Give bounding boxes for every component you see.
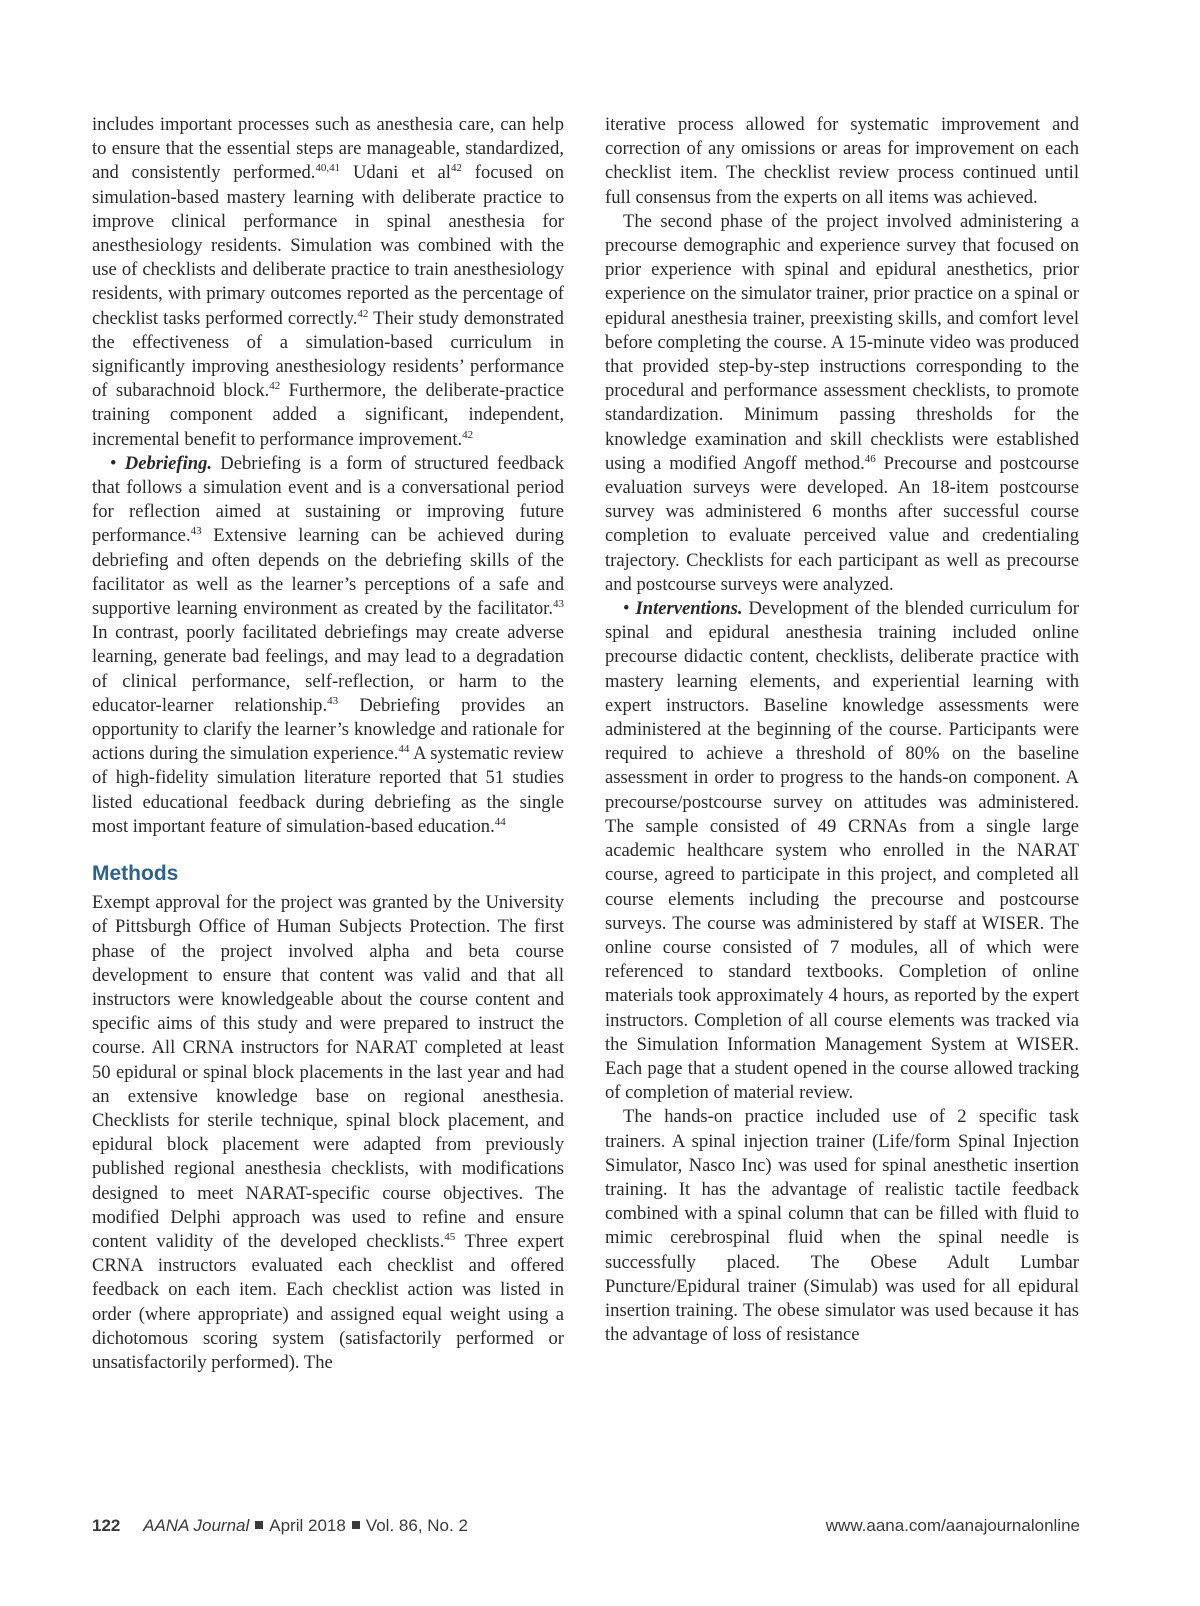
paragraph-interventions: • Interventions. Development of the blended curriculum for spinal and epidural anesthesia training included online precourse didactic content, checklists, deliberate practice with mastery learning elements, and experiential learning with expert instructors. Baseline knowledge assessments were administered at the beginning of the course. Participants were required to achieve a threshold of 80% on the baseline assessment in order to progress to the hands-on component. A precourse/postcourse survey on attitudes was administered. The sample consisted of 49 CRNAs from a single large academic healthcare system who enrolled in the NARAT course, agreed to participate in this project, and completed all course elements including the precourse and postcourse surveys. The course was administered by staff at WISER. The online course consisted of 7 modules, all of which were referenced to standard textbooks. Completion of online materials took approximately 4 hours, as reported by the expert instructors. Completion of all course elements was tracked via the Simulation Information Management System at WISER. Each page that a student opened in the course allowed tracking of completion of material review. — [605, 598, 1079, 1104]
paragraph-iterative-process: iterative process allowed for systematic improvement and correction of any omissions or areas for improvement on each checklist item. The checklist review process continued until full consensus from the experts on all items was achieved. — [605, 114, 1079, 208]
volume-issue: Vol. 86, No. 2 — [365, 1516, 468, 1535]
paragraph-hands-on-practice: The hands-on practice included use of 2 specific task trainers. A spinal injection trainer (Life/form Spinal Injection Simulator, Nasco Inc) was used for spinal anesthetic insertion training. It has the advantage of realistic tactile feedback combined with a spinal column that can be filled with fluid to mimic cerebrospinal fluid when the spinal needle is successfully placed. The Obese Adult Lumbar Puncture/Epidural trainer (Simulab) was used for all epidural insertion training. The obese simulator was used because it has the advantage of loss of resistance — [605, 1106, 1079, 1346]
separator-square — [255, 1521, 263, 1529]
page-number: 122 — [92, 1516, 121, 1535]
citation: 40,41 — [315, 162, 341, 175]
citation: 46 — [864, 452, 876, 465]
citation: 44 — [398, 743, 410, 756]
paragraph-debriefing: • Debriefing. Debriefing is a form of structured feedback that follows a simulation event and is a conversational period for reflection aimed at sustaining or improving future performance.$^{43}$ Extensive learning can be achieved during debriefing and often depends on the debriefing skills of the facilitator as well as the learner’s perceptions of a safe and supportive learning environment as created by the facilitator.$^{43}$ In contrast, poorly facilitated debriefings may create adverse learning, generate bad feelings, and may lead to a degradation of clinical performance, self-reflection, or harm to the educator-learner relationship.$^{43}$ Debriefing provides an opportunity to clarify the learner’s knowledge and rationale for actions during the simulation experience.$^{44}$ A systematic review of high-fidelity simulation literature reported that 51 studies listed educational feedback during debriefing as the single most important feature of simulation-based education.$^{44}$ — [92, 452, 564, 837]
issue-date: April 2018 — [269, 1516, 346, 1535]
paragraph-second-phase: The second phase of the project involved administering a precourse demographic and experience survey that focused on prior experience with spinal and epidural anesthetics, prior experience on the simulator trainer, prior practice on a spinal or epidural anesthesia trainer, preexisting skills, and comfort level before completing the course. A 15-minute video was produced that provided step-by-step instructions corresponding to the procedural and performance assessment checklists, to promote standardization. Minimum passing thresholds for the knowledge examination and skill checklists were established using a modified Angoff method.$^{46}$ Precourse and postcourse evaluation surveys were developed. An 18-item postcourse survey was administered 6 months after successful course completion to evaluate perceived value and credentialing trajectory. Checklists for each participant as well as precourse and postcourse surveys were analyzed. — [605, 210, 1079, 595]
right-column — [605, 113, 1079, 1347]
citation: 42 — [450, 162, 462, 175]
paragraph-simulation-mastery: includes important processes such as anesthesia care, can help to ensure that the essential steps are manageable, standardized, and consistently performed.$^{40,41}$ Udani et $al^{42}$ focused on simulation-based mastery learning with deliberate practice to improve clinical performance in spinal anesthesia for anesthesiology residents. Simulation was combined with the use of checklists and deliberate practice to train anesthesiology residents, with primary outcomes reported as the percentage of checklist tasks performed correctly.$^{42}$ Their study demonstrated the effectiveness of a simulation-based curriculum in significantly improving anesthesiology residents’ performance of subarachnoid block.$^{42}$ Furthermore, the deliberate-practice training component added a significant, independent, incremental benefit to performance improvement.$^{42}$ — [92, 114, 565, 450]
runin-heading-interventions: Interventions. — [635, 598, 743, 620]
paragraph-methods: Exempt approval for the project was granted by the University of Pittsburgh Office of Human Subjects Protection. The first phase of the project involved alpha and beta course development to ensure that content was valid and that all instructors were knowledgeable about the course content and specific aims of this study and were prepared to instruct the course. All CRNA instructors for NARAT completed at least 50 epidural or spinal block placements in the last year and had an extensive knowledge base on regional anesthesia. Checklists for sterile technique, spinal block placement, and epidural block placement were adapted from previously published regional anesthesia checklists, with modifications designed to meet NARAT-specific course objectives. The modified Delphi approach was used to refine and ensure content validity of the developed checklists.$^{45}$ Three expert CRNA instructors evaluated each checklist and offered feedback on each item. Each checklist action was listed in order (where appropriate) and assigned equal weight using a dichotomous scoring system (satisfactorily performed or unsatisfactorily performed). The — [92, 892, 564, 1373]
left-column — [92, 113, 564, 1375]
bullet: • — [110, 452, 117, 474]
runin-heading-debriefing: Debriefing. — [124, 452, 213, 474]
citation: 44 — [494, 815, 506, 828]
citation: 42 — [269, 380, 281, 393]
citation: 43 — [553, 598, 564, 611]
footer-citation — [92, 1516, 468, 1536]
section-heading-methods: Methods — [92, 862, 179, 886]
citation: 43 — [327, 694, 339, 707]
page-footer — [92, 1516, 1080, 1536]
citation: 43 — [190, 525, 202, 538]
citation: 42 — [357, 307, 369, 320]
bullet: • — [623, 598, 630, 620]
citation: 42 — [462, 428, 474, 441]
citation: 45 — [444, 1230, 456, 1243]
separator-square — [352, 1521, 360, 1529]
journal-url: www.aana.com/aanajournalonline — [825, 1516, 1080, 1535]
journal-name: AANA Journal — [143, 1516, 250, 1535]
